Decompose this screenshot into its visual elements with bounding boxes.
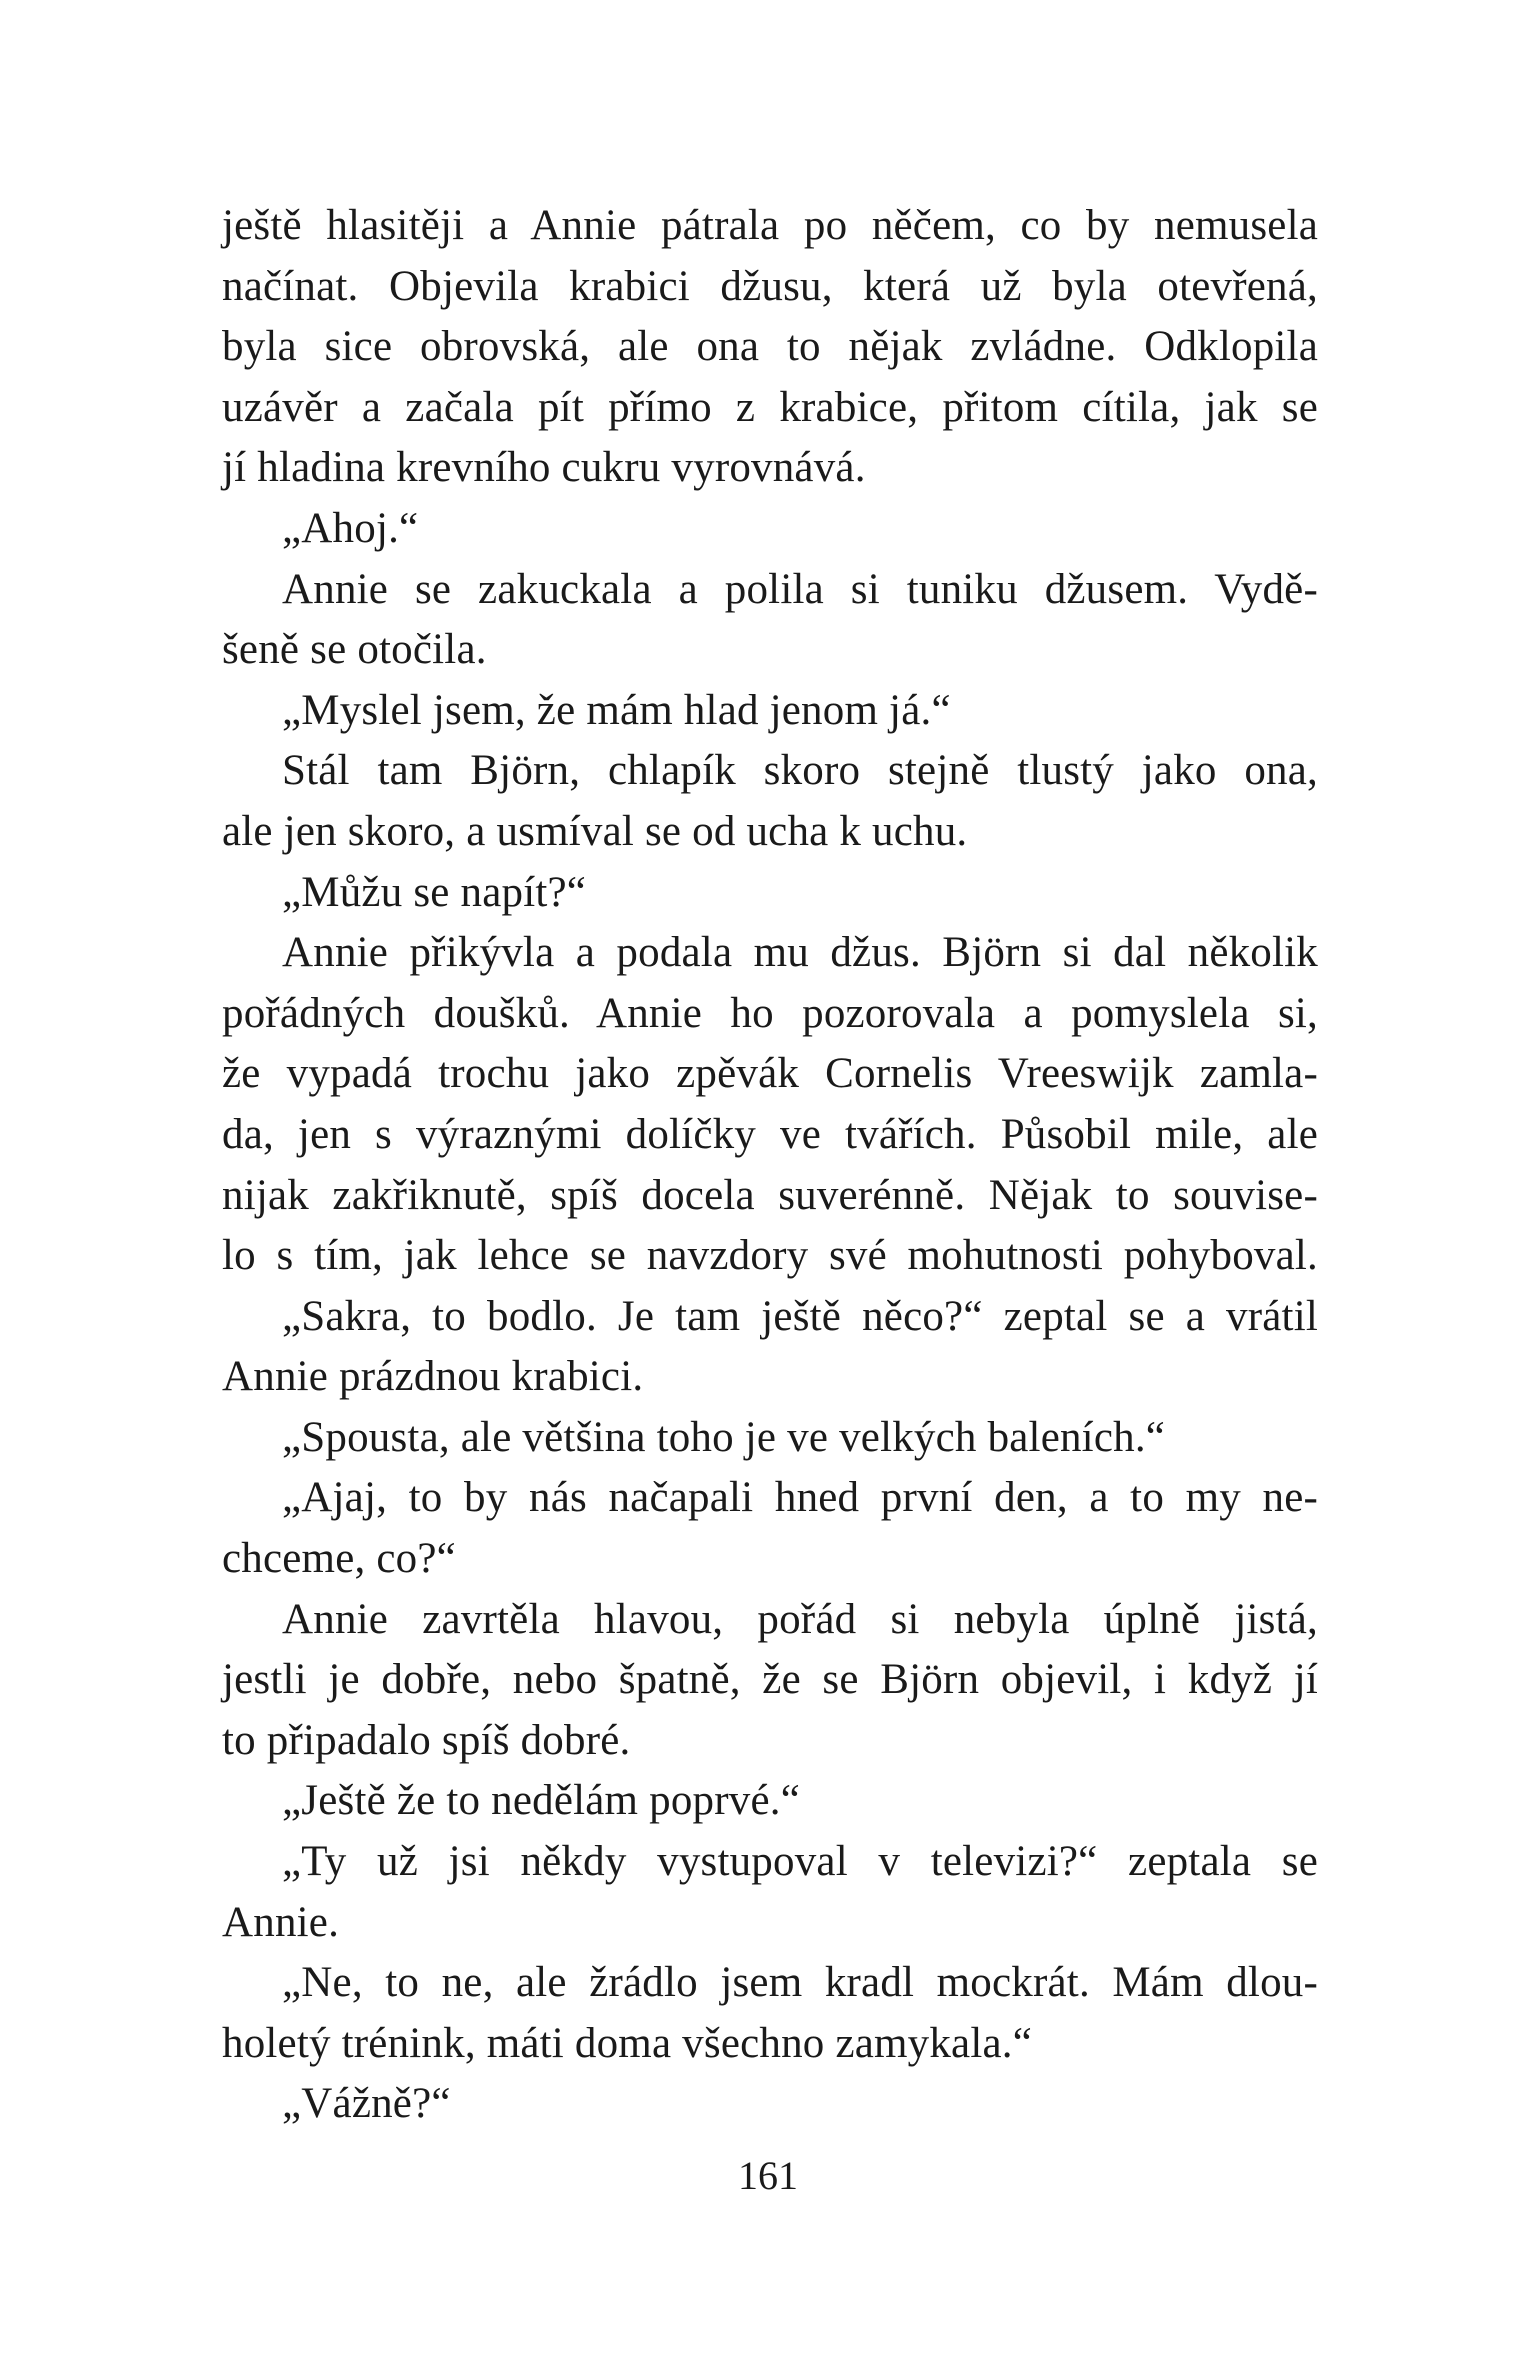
page-number: 161 xyxy=(738,2153,798,2198)
text-line: „Ahoj.“ xyxy=(282,504,419,552)
text-line: „Ne, to ne, ale žrádlo jsem kradl mockrát. Mám dlou- xyxy=(282,1959,1318,2007)
text-line: holetý trénink, máti doma všechno zamykala.“ xyxy=(222,2019,1033,2067)
text-line: „Vážně?“ xyxy=(282,2080,451,2128)
text-line: „Myslel jsem, že mám hlad jenom já.“ xyxy=(282,686,951,734)
text-line: ještě hlasitěji a Annie pátrala po něčem, co by nemusela xyxy=(222,202,1318,249)
text-line: Annie zavrtěla hlavou, pořád si nebyla úplně jistá, xyxy=(282,1595,1318,1643)
text-line: nijak zakřiknutě, spíš docela suverénně. Nějak to souvise- xyxy=(222,1171,1318,1219)
text-line: Annie. xyxy=(222,1898,340,1946)
text-line: jestli je dobře, nebo špatně, že se Björn objevil, i když jí xyxy=(222,1656,1318,1704)
text-line: byla sice obrovská, ale ona to nějak zvládne. Odklopila xyxy=(222,323,1318,371)
text-line: to připadalo spíš dobré. xyxy=(222,1716,631,1764)
text-line: Stál tam Björn, chlapík skoro stejně tlustý jako ona, xyxy=(282,747,1318,795)
text-line: Annie prázdnou krabici. xyxy=(222,1353,644,1401)
text-line: „Sakra, to bodlo. Je tam ještě něco?“ zeptal se a vrátil xyxy=(282,1292,1318,1340)
text-line: Annie přikývla a podala mu džus. Björn si dal několik xyxy=(282,929,1318,977)
text-line: „Můžu se napít?“ xyxy=(282,868,587,916)
page-body xyxy=(222,196,1318,2135)
text-line: uzávěr a začala pít přímo z krabice, přitom cítila, jak se xyxy=(222,383,1318,431)
text-line: ale jen skoro, a usmíval se od ucha k uchu. xyxy=(222,807,968,855)
text-line: „Ty už jsi někdy vystupoval v televizi?“ zeptala se xyxy=(282,1838,1318,1886)
text-line: šeně se otočila. xyxy=(222,626,487,674)
text-line: „Ještě že to nedělám poprvé.“ xyxy=(282,1777,800,1825)
text-line: pořádných doušků. Annie ho pozorovala a pomyslela si, xyxy=(222,989,1318,1037)
text-line: „Spousta, ale většina toho je ve velkých baleních.“ xyxy=(282,1413,1166,1461)
text-line: „Ajaj, to by nás načapali hned první den, a to my ne- xyxy=(282,1474,1318,1522)
text-line: chceme, co?“ xyxy=(222,1535,456,1583)
text-line: že vypadá trochu jako zpěvák Cornelis Vreeswijk zamla- xyxy=(222,1050,1318,1098)
text-line: načínat. Objevila krabici džusu, která už byla otevřená, xyxy=(222,262,1318,310)
text-line: jí hladina krevního cukru vyrovnává. xyxy=(222,444,866,492)
text-line: da, jen s výraznými dolíčky ve tvářích. Působil mile, ale xyxy=(222,1110,1318,1158)
text-line: Annie se zakuckala a polila si tuniku džusem. Vydě- xyxy=(282,565,1318,613)
text-line: lo s tím, jak lehce se navzdory své mohutnosti pohyboval. xyxy=(222,1232,1318,1280)
